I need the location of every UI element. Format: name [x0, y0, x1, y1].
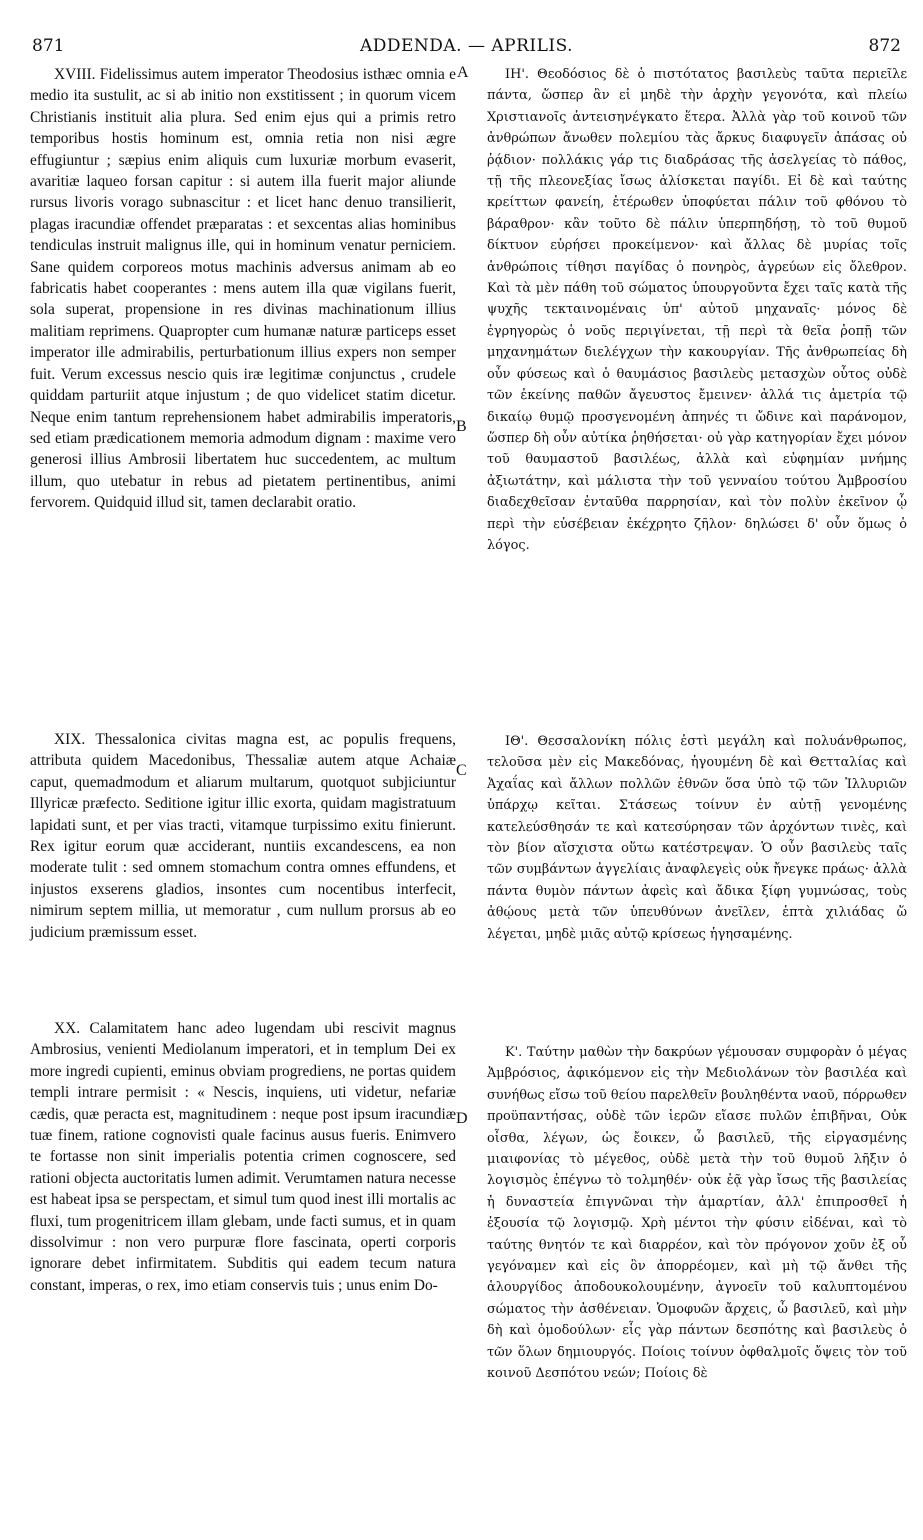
page-number-right: 872 [868, 36, 901, 56]
latin-paragraph: XIX. Thessalonica civitas magna est, ac populis frequens, attributa quidem Macedonibus, Thessaliæ autem atque Achaiæ caput, quemadmodum et aliarum multarum, quotquot subjiciuntur Illyricæ præfecto. Seditione igitur illic exorta, quidam magistratuum lapidati sunt, et per vias tracti, vitamque turpissimo exitu finierunt. Rex igitur eorum quæ acciderant, nuntiis excandescens, ea non moderate tulit : sed omnem stomachum contra omnes effundens, et injustos exserens gladios, insontes cum nocentibus interfecit, nimirum septem millia, ut memoratur , cum nullum prorsus ab eo judicium præmissum esset. [30, 731, 456, 941]
greek-section-ith [487, 731, 907, 945]
latin-section-xviii [30, 64, 456, 514]
running-title: ADDENDA. — APRILIS. [359, 36, 574, 56]
greek-paragraph: Κ'. Ταύτην μαθὼν τὴν δακρύων γέμουσαν συμφορὰν ὁ μέγας Ἀμβρόσιος, ἀφικόμενον εἰς τὴν Μεδιολάνων τὸν βασιλέα καὶ συνήθως εἴσω τοῦ θείου παρελθεῖν βουληθέντα ναοῦ, πόρρωθεν προϋπαντήσας, οὐδὲ τῶν ἱερῶν εἴασε πυλῶν ἐπιβῆναι, Οὐκ οἶσθα, λέγων, ὡς ἔοικεν, ὦ βασιλεῦ, τῆς εἰργασμένης μιαιφονίας τὸ μέγεθος, οὐδὲ μετὰ τὴν τοῦ θυμοῦ λῆξιν ὁ λογισμὸς ἐπέγνω τὸ τολμηθέν· οὐκ ἐᾷ γὰρ ἴσως τῆς βασιλείας ἡ δυναστεία ἐπιγνῶναι τὴν ἁμαρτίαν, ἀλλ' ἐπιπροσθεῖ ἡ ἐξουσία τῷ λογισμῷ. Χρὴ μέντοι τὴν φύσιν εἰδέναι, καὶ τὸ ταύτης θνητόν τε καὶ διαρρέον, καὶ τὸν πρόγονον χοῦν ἐξ οὗ γεγόναμεν καὶ εἰς ὃν ἀπορρέομεν, καὶ μὴ τῷ ἄνθει τῆς ἁλουργίδος ἀποδουκολουμένην, ἀγνοεῖν τοῦ καλυπτομένου σώματος τὴν ἀσθένειαν. Ὁμοφυῶν ἄρχεις, ὦ βασιλεῦ, καὶ μὴν δὴ καὶ ὁμοδούλων· εἷς γὰρ πάντων δεσπότης καὶ βασιλεὺς ὁ τῶν ὅλων δημιουργός. Ποίοις τοίνυν ὀφθαλμοῖς ὄψεις τὸν τοῦ κοινοῦ Δεσπότου νεών; Ποίοις δὲ [487, 1045, 907, 1382]
margin-letter-b: B [456, 418, 467, 435]
latin-section-xix [30, 729, 456, 943]
greek-paragraph: ΙΗ'. Θεοδόσιος δὲ ὁ πιστότατος βασιλεὺς ταῦτα περιεῖλε πάντα, ὥσπερ ἂν εἰ μηδὲ τὴν ἀρχὴν γεγονότα, καὶ πλείω Χριστιανοῖς ἀντεισηνέγκατο ἕτερα. Ἀλλὰ γὰρ τοῦ κοινοῦ τῶν ἀνθρώπων ἄνωθεν πολεμίου τὰς ἄρκυς διαφυγεῖν ἁπάσας οὐ ῥᾴδιον· πολλάκις γάρ τις διαδράσας τῆς ἀσελγείας τὸ πάθος, τῇ τῆς πλεονεξίας ἴσως ἁλίσκεται παγίδι. Εἰ δὲ καὶ ταύτης κρείττων φανείη, ἑτέρωθεν ὑποφύεται πάλιν τοῦ φθόνου τὸ βάραθρον· κἂν τοῦτο δὲ πάλιν ὑπερπηδήσῃ, τὸ τοῦ θυμοῦ δίκτυον εὑρήσει προκείμενον· καὶ ἄλλας δὲ μυρίας τοῖς ἀνθρώποις τίθησι παγίδας ὁ πονηρὸς, ἀγρεύων εἰς ὄλεθρον. Καὶ τὰ μὲν πάθη τοῦ σώματος ὑπουργοῦντα ἔχει ταῖς κατὰ τῆς ψυχῆς τεκταινομέναις ὑπ' αὐτοῦ μηχαναῖς· μόνος δὲ ἐγρηγορὼς ὁ νοῦς περιγίνεται, τῇ περὶ τὰ θεῖα ῥοπῇ τῶν μηχανημάτων διελέγχων τὴν κακουργίαν. Τῆς ἀνθρωπείας δὴ οὖν φύσεως καὶ ὁ θαυμάσιος βασιλεὺς μετασχὼν οὗτος οὐδὲ τῶν ἐκείνης παθῶν ἄγευστος ἔμεινεν· ἀλλά τις ἀμετρία τῷ δικαίῳ θυμῷ προσγενομένη ἀπηνές τι ὤδινε καὶ παράνομον, ὥσπερ δὴ οὖν αὐτίκα ῥηθήσεται· οὐ γὰρ κατηγορίαν ἔχει μόνον τοῦ θαυμαστοῦ βασιλέως, ἀλλὰ καὶ εὐφημίαν μνήμης ἀξιωτάτην, καὶ μάλιστα τὴν τοῦ γενναίου τούτου Ἀμβροσίου διαδεχθεῖσαν ἐνταῦθα παρρησίαν, καὶ τὸν πολὺν ἐκεῖνον ᾧ περὶ τὴν εὐσέβειαν ἐκέχρητο ζῆλον· δηλώσει δ' οὖν ὅμως ὁ λόγος. [487, 67, 907, 553]
latin-section-xx [30, 1018, 456, 1296]
page-number-left: 871 [32, 36, 65, 56]
greek-section-ih [487, 64, 907, 556]
page-header [32, 36, 901, 58]
greek-paragraph: ΙΘ'. Θεσσαλονίκη πόλις ἐστὶ μεγάλη καὶ πολυάνθρωπος, τελοῦσα μὲν εἰς Μακεδόνας, ἡγουμένη δὲ καὶ Θετταλίας καὶ Ἀχαΐας καὶ ἄλλων πολλῶν ἐθνῶν ὅσα ὑπὸ τῷ τῶν Ἰλλυριῶν ὑπάρχῳ κεῖται. Στάσεως τοίνυν ἐν αὐτῇ γενομένης κατελεύσθησάν τε καὶ κατεσύρησαν τῶν ἀρχόντων τινὲς, καὶ τὸν βίον αἴσχιστα οὕτω κατέστρεψαν. Ὁ οὖν βασιλεὺς ταῖς τῶν συμβάντων ἀγγελίαις ἀναφλεγεὶς οὐκ ἤνεγκε πράως· ἀλλὰ πάντα θυμὸν πάντων ἀφεὶς καὶ ἄδικα ξίφη γυμνώσας, τοὺς ἀθῴους μετὰ τῶν ὑπευθύνων ἀνεῖλεν, ἑπτὰ χιλιάδας ὥ λέγεται, μηδὲ μιᾶς αὐτῷ κρίσεως ἡγησαμένης. [487, 734, 907, 942]
latin-paragraph: XVIII. Fidelissimus autem imperator Theodosius isthæc omnia e medio ita sustulit, ac si ab initio non exstitissent ; in quorum vicem Christianis instituit alia plura. Sed enim ejus qui a primis retro temporibus hostis hominum est, omnia retia non nisi ægre effugiuntur ; sæpius enim aliquis cum luxuriæ morbum evaserit, avaritiæ laqueo forsan capitur : si autem illa fuerit major aliunde rursus livoris vorago subnascitur : et licet hanc denuo transilierit, plagas iracundiæ offendet præparatas : et sexcentas alias hominibus tendiculas instruit malignus ille, qui in hominum venatur perniciem. Sane quidem corporeos motus machinis adversus animam ab eo fabricatis habet cooperantes : mens autem illa quæ vigilans fuerit, sola superat, propensione in res divinas machinationum illius malitiam reprimens. Quapropter cum humanæ naturæ particeps esset imperator ille admirabilis, perturbationum illius expers non semper fuit. Verum excessus nescio quis iræ legitimæ conjunctus , crudele quiddam parturiit atque injustum ; de quo videlicet statim dicetur. Neque enim tantum reprehensionem habet admirabilis imperatoris, sed etiam prædicationem memoria admodum dignam : maxime vero generosi illius Ambrosii libertatem huc succedentem, ac multum illum, quo utebatur in rebus ad pietatem pertinentibus, animi fervorem. Quidquid illud sit, tamen declarabit oratio. [30, 66, 456, 512]
margin-letter-d: D [456, 1110, 468, 1127]
greek-section-k [487, 1042, 907, 1385]
latin-paragraph: XX. Calamitatem hanc adeo lugendam ubi rescivit magnus Ambrosius, venienti Mediolanum imperatori, et in templum Dei ex more ingredi cupienti, eminus obviam progrediens, ne portas quidem templi intrare permisit : « Nescis, inquiens, uti videtur, nefariæ cædis, quæ peracta est, magnitudinem : neque post ipsum iracundiæ tuæ finem, ratione cognovisti quale facinus ausus fueris. Enimvero te fortasse non sinit imperialis potentia crimen cognoscere, sed rationi objecta auctoritatis lumen adimit. Verumtamen natura necesse est habeat ipsa se perspectam, et simul tum quod inest illi mortalis ac fluxi, tum progenitricem illam glebam, unde facti sumus, et in quam dissolvimur : non vero purpuræ flore fascinata, operti corporis ignorare debet infirmitatem. Subditis qui eadem tecum natura constant, imperas, o rex, imo etiam conservis tuis ; unus enim Do- [30, 1020, 456, 1294]
margin-letter-a: A [457, 64, 469, 81]
margin-letter-c: C [456, 762, 467, 779]
